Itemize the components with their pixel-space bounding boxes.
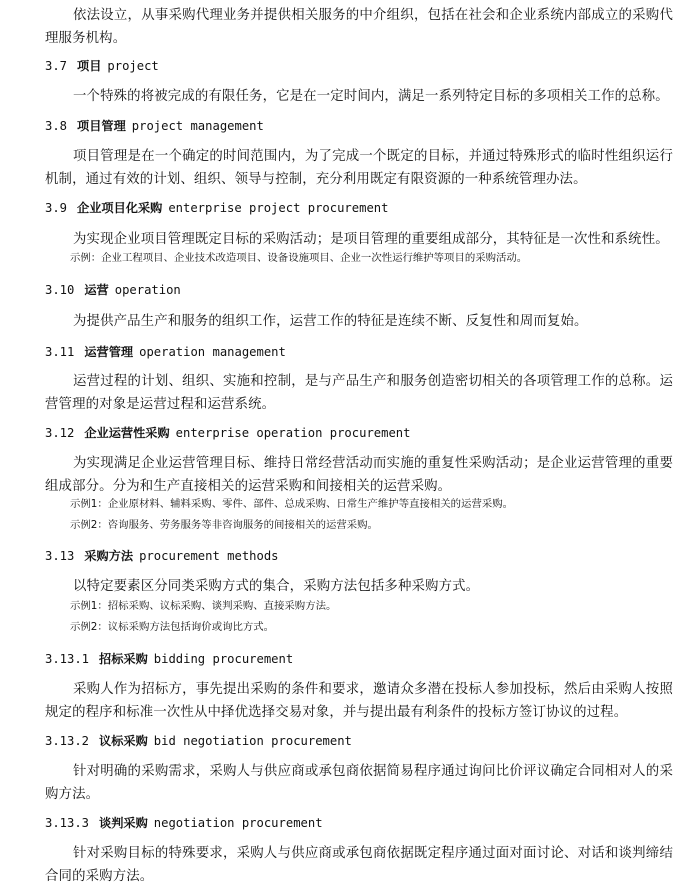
term-en: bid negotiation procurement (153, 734, 352, 748)
intro-paragraph (45, 4, 673, 50)
section-3-12-heading (45, 424, 673, 442)
definition-text: 为提供产品生产和服务的组织工作，运营工作的特征是连续不断、反复性和周而复始。 (73, 314, 588, 329)
section-3-10-heading (45, 281, 673, 299)
section-number: 3.13.2 (45, 734, 90, 748)
example-text: 示例：企业工程项目、企业技术改造项目、设备设施项目、企业一次性运行维护等项目的采购活动。 (70, 252, 528, 264)
section-3-13-2-heading (45, 732, 673, 750)
example-text: 示例1：招标采购、议标采购、谈判采购、直接采购方法。 (70, 600, 337, 612)
example-text: 示例1：企业原材料、辅料采购、零件、部件、总成采购、日常生产维护等直接相关的运营采购。 (70, 498, 514, 510)
section-number: 3.10 (45, 283, 75, 297)
term-en: project management (131, 119, 264, 133)
section-3-9-body (45, 228, 673, 251)
section-3-11-heading (45, 343, 673, 361)
section-3-12-example-2 (45, 516, 673, 534)
term-zh: 项目 (77, 59, 102, 73)
section-3-13-1-heading (45, 650, 673, 668)
term-en: enterprise operation procurement (175, 426, 411, 440)
term-en: project (107, 59, 159, 73)
term-en: operation management (139, 345, 286, 359)
section-3-12-body (45, 452, 673, 498)
section-number: 3.13.3 (45, 816, 90, 830)
term-zh: 招标采购 (99, 652, 148, 666)
term-zh: 议标采购 (99, 734, 148, 748)
section-3-13-example-1 (45, 597, 673, 615)
term-en: negotiation procurement (153, 816, 323, 830)
definition-text: 以特定要素区分同类采购方式的集合，采购方法包括多种采购方式。 (73, 579, 480, 594)
example-text: 示例2：议标采购方法包括询价或询比方式。 (70, 621, 275, 633)
term-en: bidding procurement (153, 652, 294, 666)
term-en: enterprise project procurement (168, 201, 389, 215)
section-3-13-3-heading (45, 814, 673, 832)
section-number: 3.8 (45, 119, 68, 133)
section-number: 3.13 (45, 549, 75, 563)
intro-text: 依法设立，从事采购代理业务并提供相关服务的中介组织，包括在社会和企业系统内部成立的采购代理服务机构。 (45, 8, 673, 46)
section-3-13-2-body (45, 760, 673, 806)
term-zh: 运营管理 (84, 345, 134, 359)
section-3-13-example-2 (45, 618, 673, 636)
term-zh: 企业项目化采购 (77, 201, 163, 215)
term-zh: 运营 (84, 283, 109, 297)
term-zh: 谈判采购 (99, 816, 148, 830)
definition-text: 项目管理是在一个确定的时间范围内，为了完成一个既定的目标，并通过特殊形式的临时性组织运行机制，通过有效的计划、组织、领导与控制，充分利用既定有限资源的一种系统管理办法。 (45, 149, 673, 187)
section-3-9-example (45, 249, 673, 267)
section-3-13-heading (45, 547, 673, 565)
term-en: operation (114, 283, 181, 297)
definition-text: 采购人作为招标方，事先提出采购的条件和要求，邀请众多潜在投标人参加投标，然后由采购人按照规定的程序和标准一次性从中择优选择交易对象，并与提出最有利条件的投标方签订协议的过程。 (45, 682, 673, 720)
definition-text: 一个特殊的将被完成的有限任务，它是在一定时间内，满足一系列特定目标的多项相关工作的总称。 (73, 89, 669, 104)
term-zh: 项目管理 (77, 119, 126, 133)
term-zh: 企业运营性采购 (84, 426, 170, 440)
definition-text: 为实现企业项目管理既定目标的采购活动；是项目管理的重要组成部分，其特征是一次性和系统性。 (73, 232, 669, 247)
section-number: 3.13.1 (45, 652, 90, 666)
section-3-8-body (45, 145, 673, 191)
section-number: 3.12 (45, 426, 75, 440)
section-3-7-heading (45, 57, 673, 75)
definition-text: 为实现满足企业运营管理目标、维持日常经营活动而实施的重复性采购活动；是企业运营管理的重要组成部分。分为和生产直接相关的运营采购和间接相关的运营采购。 (45, 456, 673, 494)
definition-text: 运营过程的计划、组织、实施和控制，是与产品生产和服务创造密切相关的各项管理工作的总称。运营管理的对象是运营过程和运营系统。 (45, 374, 673, 412)
section-3-7-body (45, 85, 673, 108)
section-number: 3.7 (45, 59, 68, 73)
section-number: 3.11 (45, 345, 75, 359)
section-3-13-1-body (45, 678, 673, 724)
term-en: procurement methods (139, 549, 279, 563)
example-text: 示例2：咨询服务、劳务服务等非咨询服务的间接相关的运营采购。 (70, 519, 378, 531)
definition-text: 针对明确的采购需求，采购人与供应商或承包商依据简易程序通过询问比价评议确定合同相对人的采购方法。 (45, 764, 673, 802)
term-zh: 采购方法 (84, 549, 134, 563)
section-3-8-heading (45, 117, 673, 135)
section-3-13-body (45, 575, 673, 598)
definition-text: 针对采购目标的特殊要求，采购人与供应商或承包商依据既定程序通过面对面讨论、对话和谈判缔结合同的采购方法。 (45, 846, 673, 884)
section-number: 3.9 (45, 201, 68, 215)
section-3-9-heading (45, 199, 673, 217)
section-3-13-3-body (45, 842, 673, 888)
section-3-11-body (45, 370, 673, 416)
section-3-10-body (45, 310, 673, 333)
section-3-12-example-1 (45, 495, 673, 513)
